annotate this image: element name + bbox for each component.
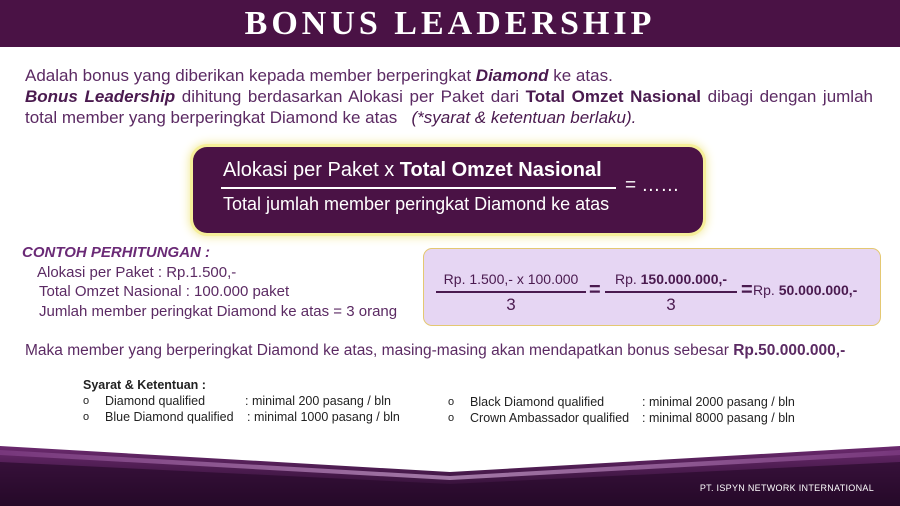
equals-sign: = [741, 279, 753, 301]
terms-requirement: : minimal 8000 pasang / bln [642, 411, 795, 425]
result-amount: 50.000.000,- [778, 282, 858, 298]
example-section [22, 243, 397, 321]
calculation-result [753, 282, 857, 298]
formula-numerator-text: Alokasi per Paket x [223, 159, 400, 181]
fraction-2-amount: 150.000.000,- [640, 271, 728, 287]
terms-rank: Blue Diamond qualified [105, 410, 234, 424]
example-title: CONTOH PERHITUNGAN : [22, 244, 211, 261]
conclusion-amount: Rp.50.000.000,- [733, 342, 846, 359]
intro-emphasis: Diamond [475, 66, 549, 85]
example-line: Jumlah member peringkat Diamond ke atas = 3 orang [39, 302, 398, 320]
terms-item [83, 393, 400, 409]
formula-denominator: Total jumlah member peringkat Diamond ke atas [223, 194, 610, 214]
formula-numerator-bold: Total Omzet Nasional [399, 159, 602, 181]
terms-title: Syarat & Ketentuan : [83, 378, 206, 392]
terms-requirement: : minimal 200 pasang / bln [245, 394, 391, 408]
terms-requirement: : minimal 2000 pasang / bln [642, 395, 795, 409]
page-title: BONUS LEADERSHIP [244, 4, 656, 42]
terms-section [83, 378, 400, 425]
intro-text: dihitung berdasarkan Alokasi per Paket dari [175, 87, 526, 106]
terms-rank: Diamond qualified [105, 394, 206, 408]
fraction-2-prefix: Rp. [614, 271, 641, 287]
intro-text: Adalah bonus yang diberikan kepada member berperingkat [25, 66, 476, 85]
calculation-box [423, 248, 881, 326]
equals-sign: = [589, 279, 601, 301]
result-prefix: Rp. [753, 282, 779, 298]
terms-section-right [448, 394, 795, 426]
header-banner [0, 0, 900, 47]
bullet-icon: o [83, 395, 90, 407]
fraction-2 [605, 271, 737, 315]
fraction-2-bar [605, 291, 737, 293]
intro-note: (*syarat & ketentuan berlaku). [411, 108, 637, 127]
footer-wave-decoration [0, 446, 900, 506]
formula-box [193, 147, 703, 233]
conclusion-body: Maka member yang berperingkat Diamond ke atas, masing-masing akan mendapatkan bonus sebesar [25, 342, 734, 359]
terms-item [448, 410, 795, 426]
bullet-icon: o [448, 412, 455, 424]
fraction-1-bar [436, 291, 586, 293]
footer-banner [0, 446, 900, 506]
intro-text: ke atas. [548, 66, 613, 85]
formula-divider [221, 187, 616, 189]
fraction-1-denominator: 3 [506, 294, 516, 314]
company-name: PT. ISPYN NETWORK INTERNATIONAL [699, 483, 874, 493]
terms-rank: Black Diamond qualified [470, 395, 605, 409]
fraction-2-numerator [605, 271, 737, 287]
bullet-icon: o [448, 396, 455, 408]
intro-text: dibagi dengan jumlah total member yang berperingkat Diamond ke atas [25, 87, 873, 127]
intro-paragraph [25, 65, 873, 128]
fraction-1-numerator: Rp. 1.500,- x 100.000 [443, 271, 579, 287]
conclusion-text [25, 342, 845, 360]
formula-numerator [223, 159, 602, 182]
terms-requirement: : minimal 1000 pasang / bln [247, 410, 400, 424]
formula-equals: = …… [625, 175, 680, 196]
terms-item [83, 409, 400, 425]
terms-rank: Crown Ambassador qualified [470, 411, 630, 425]
fraction-1 [436, 271, 586, 315]
bullet-icon: o [83, 411, 90, 423]
intro-emphasis: Bonus Leadership [25, 87, 176, 106]
example-line: Alokasi per Paket : Rp.1.500,- [37, 263, 237, 281]
intro-emphasis: Total Omzet Nasional [525, 87, 702, 106]
example-line: Total Omzet Nasional : 100.000 paket [39, 283, 290, 300]
terms-item [448, 394, 795, 410]
fraction-2-denominator: 3 [666, 294, 676, 314]
